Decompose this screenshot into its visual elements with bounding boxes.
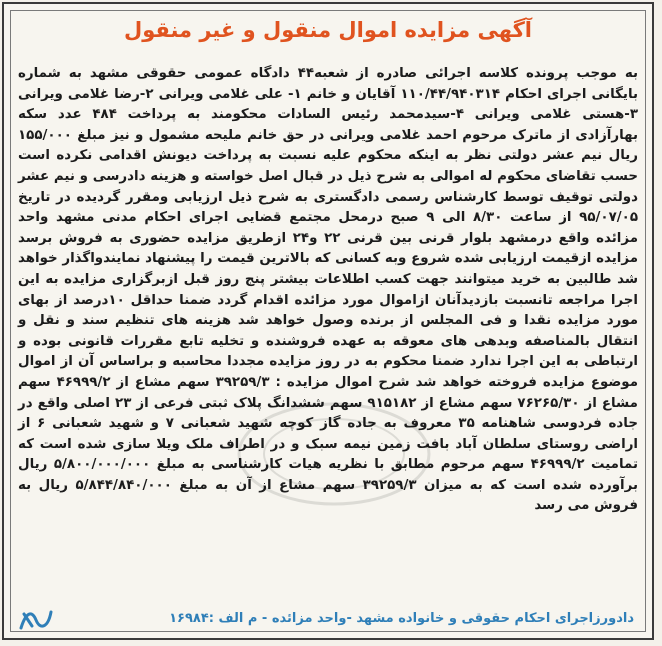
corner-stamp-icon <box>18 606 54 632</box>
notice-title: آگهی مزایده اموال منقول و غیر منقول <box>123 18 533 42</box>
auction-notice <box>2 2 654 640</box>
notice-body: به موجب پرونده کلاسه اجرائی صادره از شعبه۴۴ دادگاه عمومی حقوقی مشهد به شماره بایگانی اجرای احکام ۱۱۰/۴۴/۹۴۰۳۱۴ آقایان و خانم ۱- علی غلامی ویرانی ۲-رضا غلامی ویرانی ۳-هستی غلامی ویرانی ۴-سیدمحمد رئیس السادات محکومند به پرداخت ۴۸۴ عدد سکه بهارآزادی از ماترک مرحوم احمد غلامی ویرانی در حق خانم ملیحه مشمول و نیز مبلغ ۱۵۵/۰۰۰ ریال نیم عشر دولتی نظر به اینکه محکوم علیه نسبت به پرداخت دیونش اقدامی نکرده است حسب تقاضای محکوم له اموالی به شرح ذیل در قبال اصل خواسته و هزینه دادرسی و نیم عشر دولتی توقیف توسط کارشناس رسمی دادگستری به شرح ذیل ارزیابی ومقرر گردیده در تاریخ ۹۵/۰۷/۰۵ از ساعت ۸/۳۰ الی ۹ صبح درمحل مجتمع قضایی اجرای احکام مدنی مشهد واحد مزائده واقع درمشهد بلوار قرنی بین قرنی ۲۲ و۲۴ ازطریق مزایده حضوری به فروش برسد مزایده ازقیمت ارزیابی شده شروع وبه کسانی که بالاترین قیمت را پیشنهاد نمایندواگذار خواهد شد طالبین به خرید میتوانند جهت کسب اطلاعات بیشتر پنج روز قبل ازبرگزاری مزایده به این اجرا مراجعه تانسبت بازدیدآنان ازاموال مورد مزائده اقدام گردد ضمنا حداقل ۱۰درصد از بهای مورد مزایده نقدا و فی المجلس از برنده وصول خواهد شد هزینه های تنظیم سند و نقل و انتقال بالمناصفه وبدهی های معوقه به عهده فروشنده و تخلیه تابع مقررات قانونی بوده و ارتباطی به این اجرا ندارد ضمنا محکوم به در روز مزایده مجددا محاسبه و براساس آن از اموال موضوع مزایده فروخته خواهد شد شرح اموال مزایده : ۳۹۲۵۹/۳ سهم مشاع از ۴۶۹۹۹/۲ سهم مشاع از ۷۶۲۶۵/۳۰ سهم مشاع از ۹۱۵۱۸۲ سهم ششدانگ پلاک ثبتی فرعی از ۲۳ اصلی واقع در جاده فردوسی شاهنامه ۳۵ معروف به جاده گاز کوچه شهید شعبانی ۷ و شهید شعبانی ۶ از اراضی روستای سلطان آباد بافت زمین نیمه سبک و در اطراف ملک ویلا سازی شده است که تمامیت ۴۶۹۹۹/۲ سهم مرحوم مطابق با نظریه هیات کارشناسی به مبلغ ۵/۸۰۰/۰۰۰/۰۰۰ ریال برآورده شده است که به میزان ۳۹۲۵۹/۳ سهم مشاع از آن به مبلغ ۵/۸۴۴/۸۴۰/۰۰۰ ریال به فروش می رسد <box>18 66 639 514</box>
watermark-icon <box>234 399 434 509</box>
notice-footer: دادورزاجرای احکام حقوقی و خانواده مشهد -واحد مزائده - م الف :۱۶۹۸۴ <box>169 611 634 626</box>
